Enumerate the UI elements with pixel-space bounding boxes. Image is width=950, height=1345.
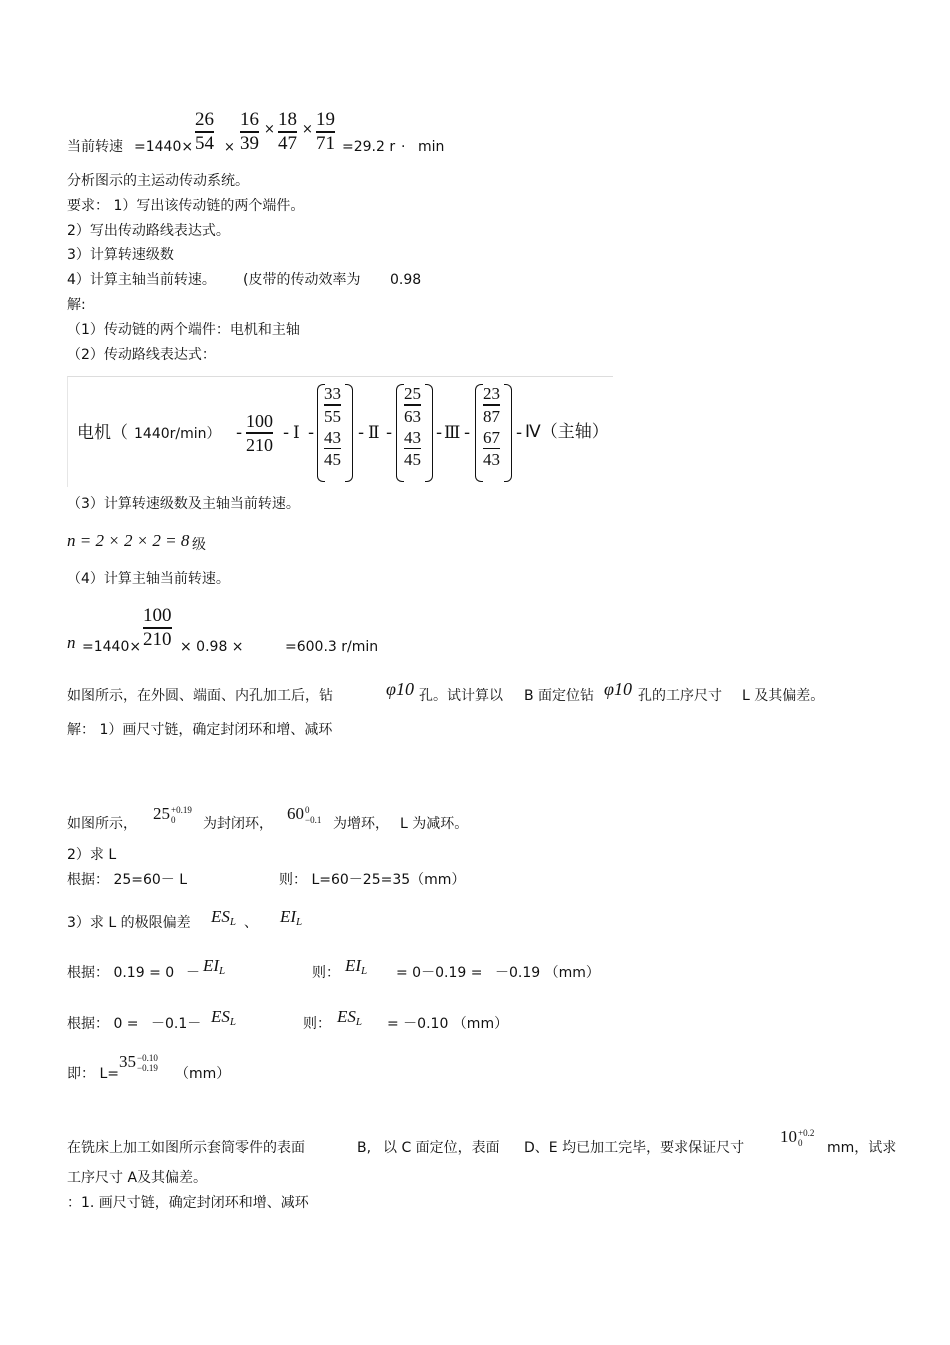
problem2-text-d: 孔的工序尺寸: [638, 688, 722, 704]
chain-text-2: 为封闭环，: [203, 816, 273, 832]
brace-right: [425, 384, 433, 482]
basis-3-b: －0.1－: [151, 1016, 202, 1032]
route-shaft-2: Ⅱ: [368, 423, 380, 442]
gear-group-3: 23 87 67 43: [483, 384, 500, 469]
problem3-text-e: mm，试求: [827, 1140, 897, 1156]
requirement-4-note: (皮带的传动效率为: [243, 272, 361, 288]
n-symbol: n: [67, 633, 76, 652]
requirement-1: 要求： 1）写出该传动链的两个端件。: [67, 198, 305, 214]
problem2-text-a: 如图所示，在外圆、端面、内孔加工后，钻: [67, 688, 333, 704]
dim-25: 25+0.19 0: [153, 804, 192, 826]
basis-1: 根据： 25=60－ L: [67, 872, 188, 888]
conclusion-unit: （mm）: [175, 1066, 231, 1082]
step-2: 2）求 L: [67, 847, 117, 863]
result-1: 则： L=60－25=35（mm）: [279, 872, 466, 888]
unit-dot: ·: [401, 139, 406, 155]
ei-l-symbol: $EI_L$: [345, 956, 368, 977]
ei-l-symbol: $EI_L$: [280, 907, 303, 928]
route-rpm: 1440r/min）: [134, 426, 221, 442]
spindle-speed-result: =600.3 r/min: [285, 639, 379, 655]
problem2-solution: 解： 1）画尺寸链，确定封闭环和增、减环: [67, 722, 333, 738]
route-shaft-3: Ⅲ: [444, 423, 461, 442]
route-motor: 电机（: [77, 423, 128, 443]
problem3-text-f: 工序尺寸 A及其偏差。: [67, 1170, 208, 1186]
dim-60: 600 −0.1: [287, 804, 322, 826]
requirement-4: 4）计算主轴当前转速。: [67, 272, 216, 288]
solution-3: （3）计算转速级数及主轴当前转速。: [67, 496, 300, 512]
then-label: 则：: [303, 1016, 331, 1032]
es-l-symbol: $ES_L$: [211, 907, 237, 928]
speed-eq: =1440×: [134, 139, 194, 155]
fraction-26-54: 26 54: [195, 109, 214, 154]
unit-min: min: [418, 139, 445, 155]
gear-group-2: 25 63 43 45: [404, 384, 421, 469]
route-dash: -: [386, 423, 393, 443]
problem3-text-b: B,: [357, 1140, 372, 1156]
brace-left: [396, 384, 404, 482]
problem3-text-d: D、E 均已加工完毕，要求保证尺寸: [524, 1140, 745, 1156]
requirement-2: 2）写出传动路线表达式。: [67, 223, 230, 239]
solution-4: （4）计算主轴当前转速。: [67, 571, 230, 587]
chain-text-1: 如图所示，: [67, 816, 137, 832]
separator: 、: [244, 915, 258, 931]
brace-right: [504, 384, 512, 482]
route-dash: -: [436, 423, 443, 443]
route-dash: -: [516, 423, 523, 443]
problem3-text-g: ：1. 画尺寸链，确定封闭环和增、减环: [67, 1195, 309, 1211]
result-3: = －0.10 （mm）: [387, 1016, 509, 1032]
then-label: 则：: [312, 965, 340, 981]
problem2-text-c: B 面定位钻: [524, 688, 595, 704]
problem1-title: 分析图示的主运动传动系统。: [67, 173, 249, 189]
es-l-symbol: $ES_L$: [211, 1007, 237, 1028]
stage-count-eq: n = 2 × 2 × 2 = 8: [67, 531, 190, 550]
times-sign: ×: [302, 122, 313, 137]
conclusion: 即： L=: [67, 1066, 119, 1082]
stage-count-unit: 级: [192, 537, 206, 553]
solution-2: （2）传动路线表达式：: [67, 347, 216, 363]
phi10-symbol: φ10: [604, 679, 632, 699]
ei-l-symbol: $EI_L$: [203, 956, 226, 977]
current-speed-label: 当前转速: [67, 139, 123, 155]
route-dash: -: [308, 423, 315, 443]
requirement-4-eff: 0.98: [390, 272, 422, 288]
solution-1: （1）传动链的两个端件：电机和主轴: [67, 322, 300, 338]
problem3-text-a: 在铣床上加工如图所示套筒零件的表面: [67, 1140, 305, 1156]
solution-label: 解:: [67, 297, 86, 313]
dim-10: 10+0.2 0: [780, 1127, 815, 1149]
times-sign: ×: [264, 122, 275, 137]
route-shaft-1: Ⅰ: [293, 423, 300, 442]
dim-35: 35−0.10 −0.19: [119, 1052, 158, 1074]
route-shaft-4-spindle: Ⅳ（主轴）: [525, 422, 609, 442]
phi10-symbol: φ10: [386, 679, 414, 699]
fraction-18-47: 18 47: [278, 109, 297, 154]
route-dash: -: [358, 423, 365, 443]
route-pulley-fraction: 100 210: [246, 411, 273, 455]
basis-2: 根据： 0.19 = 0: [67, 965, 175, 981]
route-dash: -: [236, 423, 243, 443]
spindle-speed-eq: =1440×: [82, 639, 142, 655]
es-l-symbol: $ES_L$: [337, 1007, 363, 1028]
problem3-text-c: 以 C 面定位，表面: [383, 1140, 500, 1156]
chain-text-4: L 为减环。: [400, 816, 469, 832]
transmission-route-figure: [67, 376, 613, 487]
fraction-100-210: 100 210: [143, 605, 172, 650]
minus-sign: －: [186, 965, 200, 981]
brace-right: [345, 384, 353, 482]
requirement-3: 3）计算转速级数: [67, 247, 174, 263]
speed-result: =29.2 r: [342, 139, 396, 155]
route-dash: -: [283, 423, 290, 443]
step-3: 3）求 L 的极限偏差: [67, 915, 191, 931]
brace-left: [475, 384, 483, 482]
chain-text-3: 为增环，: [333, 816, 389, 832]
problem2-text-b: 孔。试计算以: [419, 688, 503, 704]
route-dash: -: [464, 423, 471, 443]
result-2-value: －0.19 （mm）: [495, 965, 600, 981]
spindle-efficiency: × 0.98 ×: [180, 639, 244, 655]
fraction-16-39: 16 39: [240, 109, 259, 154]
times-sign: ×: [224, 140, 235, 155]
basis-3: 根据： 0 =: [67, 1016, 139, 1032]
problem2-text-e: L 及其偏差。: [742, 688, 825, 704]
gear-group-1: 33 55 43 45: [324, 384, 341, 469]
fraction-19-71: 19 71: [316, 109, 335, 154]
result-2: = 0－0.19 =: [396, 965, 483, 981]
